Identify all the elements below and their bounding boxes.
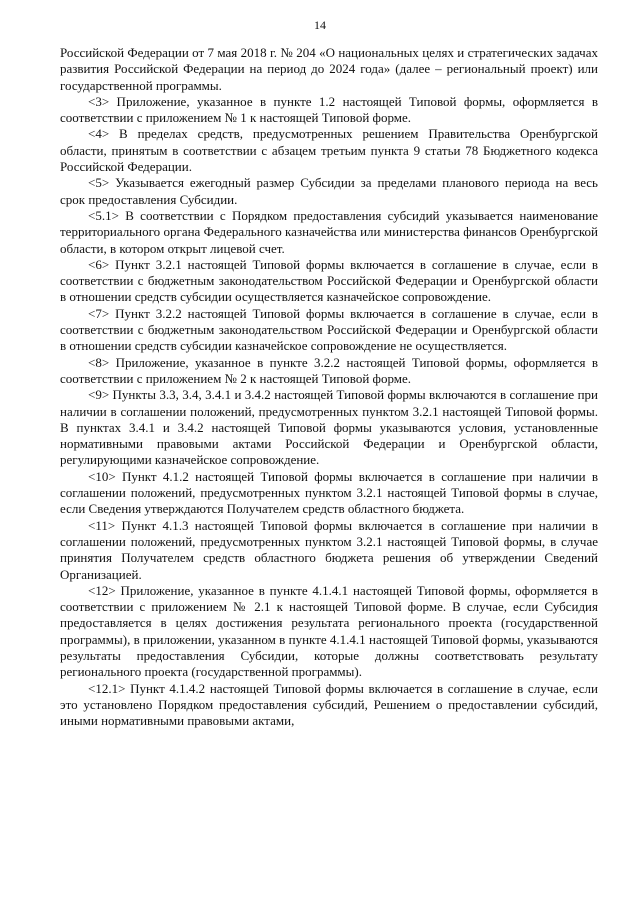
footnote-3: <3> Приложение, указанное в пункте 1.2 настоящей Типовой формы, оформляется в соответствии с приложением № 1 к настоящей Типовой форме. bbox=[60, 93, 598, 126]
footnote-7: <7> Пункт 3.2.2 настоящей Типовой формы включается в соглашение в случае, если в соответствии с бюджетным законодательством Российской Федерации и Оренбургской области в отношении средств субсидии казначейское сопровождение не осуществляется. bbox=[60, 305, 598, 354]
footnote-5: <5> Указывается ежегодный размер Субсидии за пределами планового периода на весь срок предоставления Субсидии. bbox=[60, 175, 598, 207]
footnote-6: <6> Пункт 3.2.1 настоящей Типовой формы включается в соглашение в случае, если в соответствии с бюджетным законодательством Российской Федерации и Оренбургской области в отношении средств субсидии осуществляется казначейское сопровождение. bbox=[60, 256, 598, 305]
document-body bbox=[60, 45, 598, 729]
footnote-5-1: <5.1> В соответствии с Порядком предоставления субсидий указывается наименование территориального органа Федерального казначейства или министерства финансов Оренбургской области, в котором открыт лицевой счет. bbox=[60, 207, 598, 256]
footnote-9: <9> Пункты 3.3, 3.4, 3.4.1 и 3.4.2 настоящей Типовой формы включаются в соглашение при наличии в соглашении положений, предусмотренных пунктом 3.2.1 настоящей Типовой формы. В пунктах 3.4.1 и 3.4.2 настоящей Типовой формы указываются условия, установленные нормативными правовыми актами Российской Федерации и Оренбургской области, регулирующими казначейское сопровождение. bbox=[60, 387, 598, 468]
footnote-4: <4> В пределах средств, предусмотренных решением Правительства Оренбургской области, принятым в соответствии с абзацем третьим пункта 9 статьи 78 Бюджетного кодекса Российской Федерации. bbox=[60, 126, 598, 175]
footnote-12: <12> Приложение, указанное в пункте 4.1.4.1 настоящей Типовой формы, оформляется в соответствии с приложением № 2.1 к настоящей Типовой форме. В случае, если Субсидия предоставляется в целях достижения результата регионального проекта (государственной программы), в приложении, указанном в пункте 4.1.4.1 настоящей Типовой формы, указываются результаты предоставления Субсидии, которые должны соответствовать результату регионального проекта (государственной программы). bbox=[60, 582, 598, 680]
footnote-10: <10> Пункт 4.1.2 настоящей Типовой формы включается в соглашение при наличии в соглашении положений, предусмотренных пунктом 3.2.1 настоящей Типовой формы в случае, если Сведения утверждаются Получателем средств областного бюджета. bbox=[60, 468, 598, 517]
footnote-11: <11> Пункт 4.1.3 настоящей Типовой формы включается в соглашение при наличии в соглашении положений, предусмотренных пунктом 3.2.1 настоящей Типовой формы, в случае принятия Получателем средств областного бюджета решения об утверждении Сведений Организацией. bbox=[60, 517, 598, 582]
paragraph-continuation: Российской Федерации от 7 мая 2018 г. № 204 «О национальных целях и стратегических задачах развития Российской Федерации на период до 2024 года» (далее – региональный проект) или государственной программы. bbox=[60, 45, 598, 93]
footnote-8: <8> Приложение, указанное в пункте 3.2.2 настоящей Типовой формы, оформляется в соответствии с приложением № 2 к настоящей Типовой форме. bbox=[60, 354, 598, 386]
page-number: 14 bbox=[314, 18, 326, 32]
footnote-12-1: <12.1> Пункт 4.1.4.2 настоящей Типовой формы включается в соглашение в случае, если это установлено Порядком предоставления субсидий, Решением о предоставлении субсидий, иными нормативными правовыми актами, bbox=[60, 680, 598, 729]
